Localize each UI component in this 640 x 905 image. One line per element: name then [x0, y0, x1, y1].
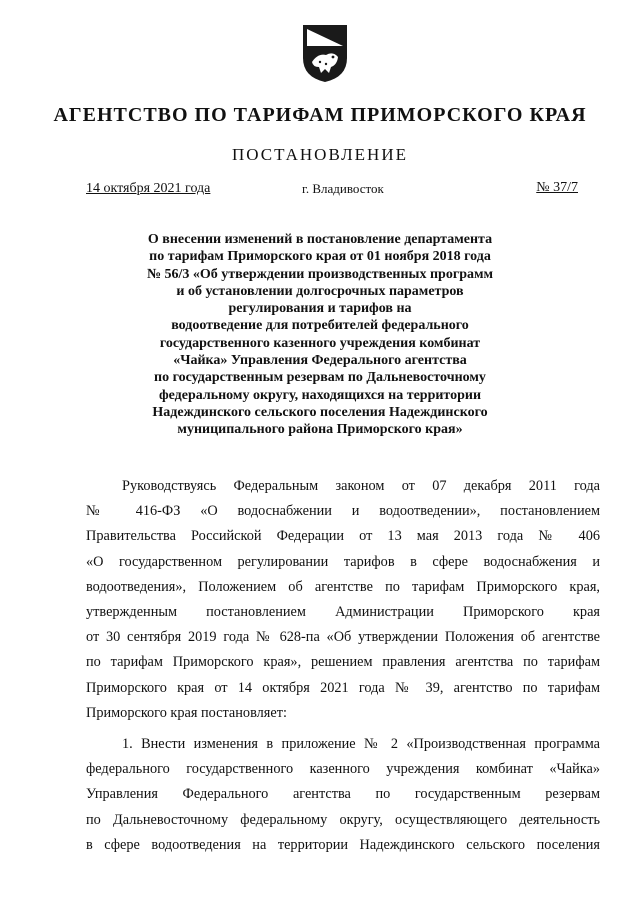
document-type: ПОСТАНОВЛЕНИЕ	[231, 145, 408, 164]
subject-line: № 56/3 «Об утверждении производственных программ	[146, 266, 494, 282]
body-line: водоотведения», Положением об агентстве по тарифам Приморского края,	[86, 578, 600, 595]
subject-line: водоотведение для потребителей федерального	[171, 318, 469, 334]
body-line: в сфере водоотведения на территории Надеждинского сельского поселения	[86, 836, 600, 853]
body-line: № 416-ФЗ «О водоснабжении и водоотведении», постановлением	[86, 503, 600, 520]
document-number: № 37/7	[536, 180, 578, 195]
document-body	[86, 474, 600, 858]
subject-line: Надеждинского сельского поселения Надеждинского	[152, 404, 488, 420]
subject-line: и об установлении долгосрочных параметров	[176, 283, 464, 299]
subject-line: регулирования и тарифов на	[228, 301, 412, 317]
body-line: Руководствуясь Федеральным законом от 07 декабря 2011 года	[122, 478, 600, 494]
body-line: Правительства Российской Федерации от 13 мая 2013 года № 406	[86, 528, 600, 545]
body-line: «О государственном регулировании тарифов в сфере водоснабжения и	[86, 553, 600, 570]
body-line: от 30 сентября 2019 года № 628-па «Об утверждении Положения об агентстве	[86, 629, 600, 646]
subject-line: по тарифам Приморского края от 01 ноября 2018 года	[149, 249, 491, 265]
agency-title: АГЕНТСТВО ПО ТАРИФАМ ПРИМОРСКОГО КРАЯ	[53, 104, 587, 126]
coat-of-arms-icon	[300, 22, 350, 84]
body-line: по тарифам Приморского края», решением правления агентства по тарифам	[86, 654, 600, 671]
subject-line: муниципального района Приморского края»	[177, 422, 463, 438]
body-line: Приморского края от 14 октября 2021 года № 39, агентство по тарифам	[86, 679, 600, 696]
subject-line: государственного казенного учреждения комбинат	[159, 335, 481, 351]
subject-line: по государственным резервам по Дальневосточному	[154, 370, 486, 386]
subject-line: О внесении изменений в постановление департамента	[147, 232, 493, 247]
document-date: 14 октября 2021 года	[86, 181, 211, 196]
body-line: утвержденным постановлением Администрации Приморского края	[86, 604, 600, 621]
document-subject	[120, 231, 520, 439]
body-line: 1. Внести изменения в приложение № 2 «Производственная программа	[122, 736, 600, 753]
body-line: Управления Федерального агентства по государственным резервам	[86, 786, 600, 803]
body-line: федерального государственного казенного учреждения комбинат «Чайка»	[86, 761, 600, 778]
subject-line: федеральному округу, находящихся на территории	[158, 387, 482, 403]
subject-line: «Чайка» Управления Федерального агентства	[173, 353, 467, 369]
document-city: г. Владивосток	[302, 181, 384, 196]
body-line: Приморского края постановляет:	[86, 704, 287, 721]
body-line: по Дальневосточному федеральному округу, осуществляющего деятельность	[86, 811, 600, 828]
